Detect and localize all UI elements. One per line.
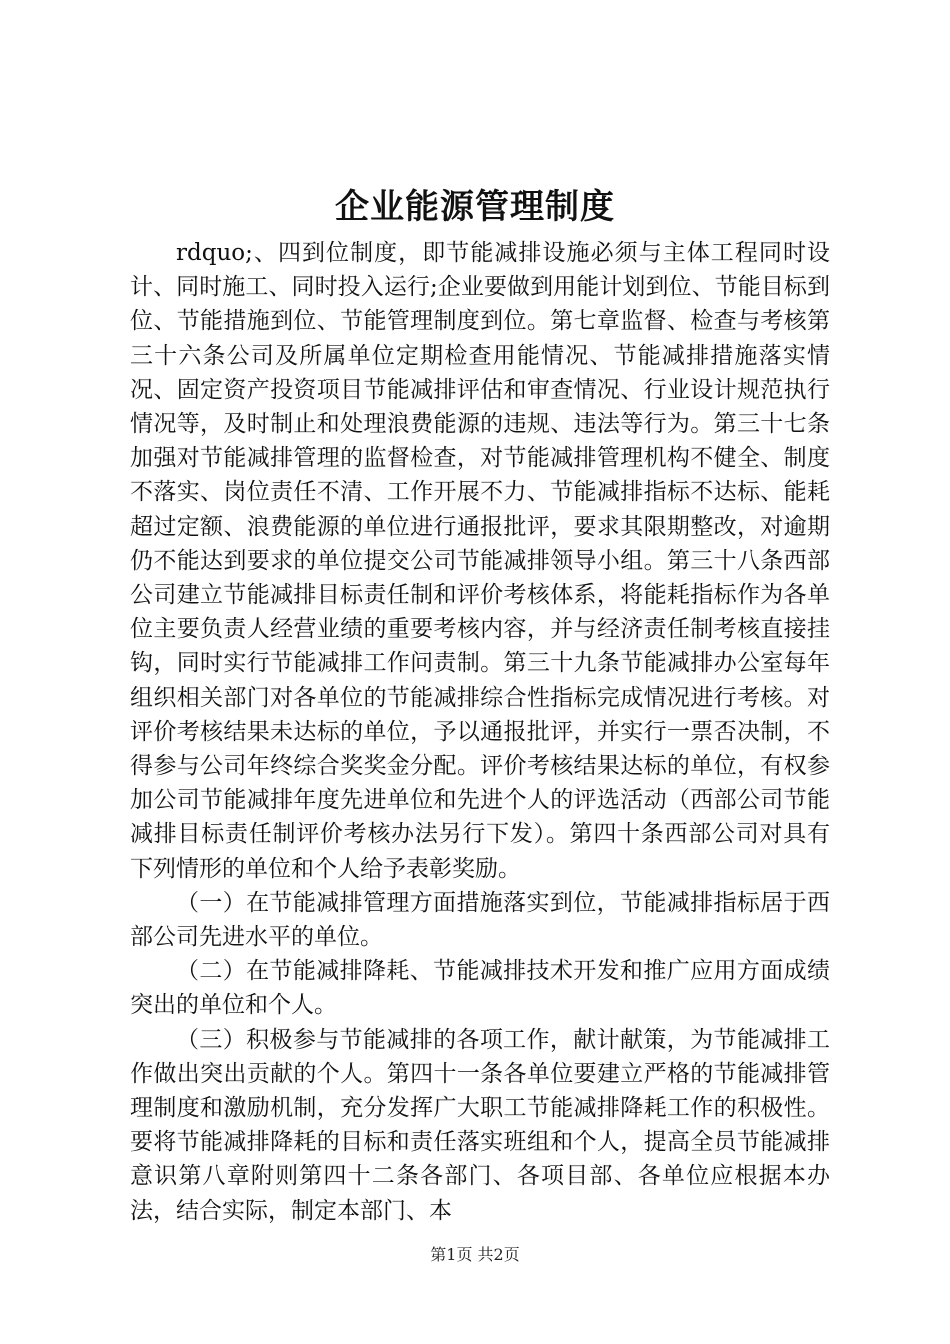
document-title: 企业能源管理制度	[335, 187, 615, 227]
document-body	[130, 236, 830, 1228]
body-paragraph: rdquo;、四到位制度，即节能减排设施必须与主体工程同时设计、同时施工、同时投入运行;企业要做到用能计划到位、节能目标到位、节能措施到位、节能管理制度到位。第七章监督、检查与考核第三十六条公司及所属单位定期检查用能情况、节能减排措施落实情况、固定资产投资项目节能减排评估和审查情况、行业设计规范执行情况等，及时制止和处理浪费能源的违规、违法等行为。第三十七条加强对节能减排管理的监督检查，对节能减排管理机构不健全、制度不落实、岗位责任不清、工作开展不力、节能减排指标不达标、能耗超过定额、浪费能源的单位进行通报批评，要求其限期整改，对逾期仍不能达到要求的单位提交公司节能减排领导小组。第三十八条西部公司建立节能减排目标责任制和评价考核体系，将能耗指标作为各单位主要负责人经营业绩的重要考核内容，并与经济责任制考核直接挂钩，同时实行节能减排工作问责制。第三十九条节能减排办公室每年组织相关部门对各单位的节能减排综合性指标完成情况进行考核。对评价考核结果未达标的单位，予以通报批评，并实行一票否决制，不得参与公司年终综合奖奖金分配。评价考核结果达标的单位，有权参加公司节能减排年度先进单位和先进个人的评选活动（西部公司节能减排目标责任制评价考核办法另行下发）。第四十条西部公司对具有下列情形的单位和个人给予表彰奖励。	[130, 240, 830, 882]
body-paragraph: （一）在节能减排管理方面措施落实到位，节能减排指标居于西部公司先进水平的单位。	[130, 889, 830, 951]
body-paragraph: （三）积极参与节能减排的各项工作，献计献策，为节能减排工作做出突出贡献的个人。第四十一条各单位要建立严格的节能减排管理制度和激励机制，充分发挥广大职工节能减排降耗工作的积极性。要将节能减排降耗的目标和责任落实班组和个人，提高全员节能减排意识第八章附则第四十二条各部门、各项目部、各单位应根据本办法，结合实际，制定本部门、本	[130, 1026, 830, 1224]
page-footer: 第1页 共2页	[430, 1245, 520, 1264]
body-paragraph: （二）在节能减排降耗、节能减排技术开发和推广应用方面成绩突出的单位和个人。	[130, 958, 830, 1019]
